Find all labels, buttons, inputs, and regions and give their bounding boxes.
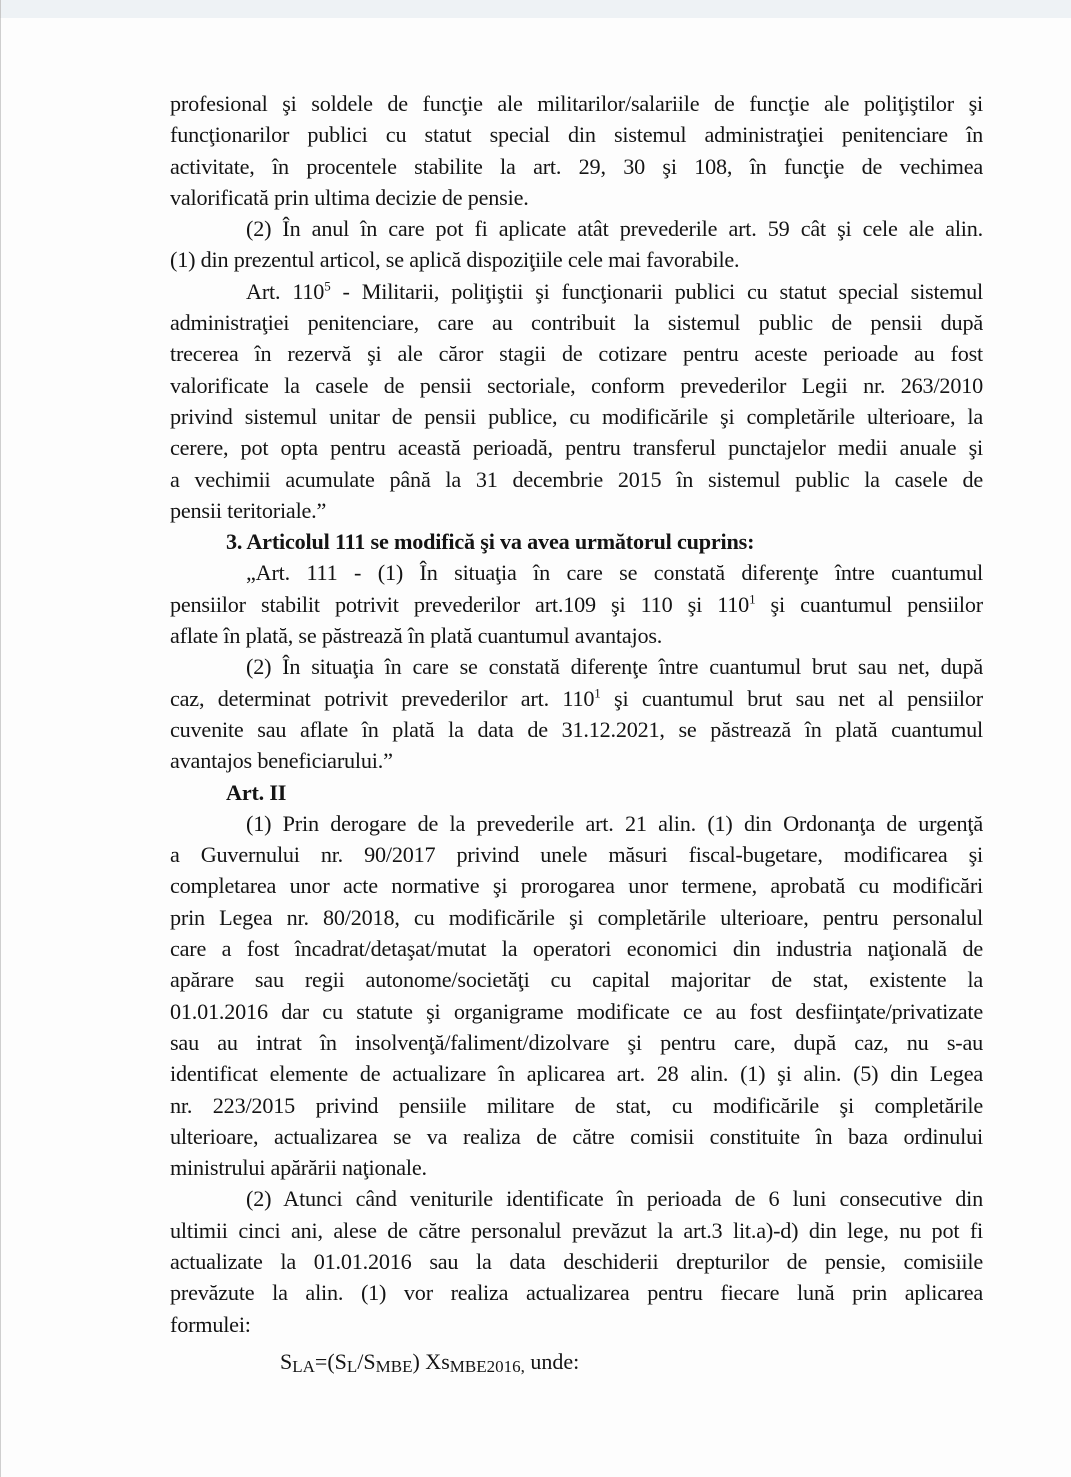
text-line: prevăzute la alin. (1) vor realiza actualizarea pentru fiecare lună prin aplicarea [170,1280,983,1306]
text-line [170,589,983,620]
text-line: administraţiei penitenciare, care au contribuit la sistemul public de pensii după [170,310,983,336]
text-segment: pensiilor stabilit potrivit prevederilor art.109 şi 110 şi 110 [170,591,750,617]
text-line: formulei: [170,1311,251,1337]
formula-symbol: ) Xs [412,1348,450,1374]
article-ii-heading: Art. II [226,779,287,805]
text-line: funcţionarilor publici cu statut special din sistemul administraţiei penitenciare în [170,122,983,148]
text-line: completarea unor acte normative şi prorogarea unor termene, aprobată cu modificări [170,873,983,899]
paragraph-start-line: (2) În situaţia în care se constată diferenţe între cuantumul brut sau net, după [246,654,983,680]
text-line: apărare sau regii autonome/societăţi cu capital majoritar de stat, existente la [170,967,983,993]
text-line: ultimii cinci ani, alese de către personalul prevăzut la art.3 lit.a)-d) din lege, nu pot fi [170,1217,983,1243]
text-line: activitate, în procentele stabilite la art. 29, 30 şi 108, în funcţie de vechimea [170,153,983,179]
formula-subscript: L [346,1356,358,1376]
text-line: profesional şi soldele de funcţie ale militarilor/salariile de funcţie ale poliţiştilor şi [170,91,983,116]
text-line: avantajos beneficiarului.” [170,748,393,774]
text-line: care a fost încadrat/detaşat/mutat la operatori economici din industria naţională de [170,936,983,962]
text-line: actualizate la 01.01.2016 sau la data deschiderii drepturilor de pensie, comisiile [170,1248,983,1274]
text-line: cerere, pot opta pentru această perioadă, pentru transferul punctajelor medii anuale şi [170,435,983,461]
text-line: pensii teritoriale.” [170,497,327,523]
formula-subscript: MBE [375,1356,413,1376]
paragraph-start-line: (1) Prin derogare de la prevederile art. 21 alin. (1) din Ordonanţa de urgenţă [246,810,983,836]
text-line: valorificate la casele de pensii sectoriale, conform prevederilor Legii nr. 263/2010 [170,372,983,398]
text-line: cuvenite sau aflate în plată la data de 31.12.2021, se păstrează în plată cuantumul [170,716,983,742]
document-page [170,88,983,1377]
text-line: (1) din prezentul articol, se aplică dispoziţiile cele mai favorabile. [170,247,740,273]
text-line: a Guvernului nr. 90/2017 privind unele măsuri fiscal-bugetare, modificarea şi [170,842,983,868]
superscript: 5 [324,278,331,294]
text-line: valorificată prin ultima decizie de pensie. [170,184,529,210]
article-110-5-start [170,276,983,307]
page-left-edge [0,18,1,1477]
formula-symbol: S [280,1348,293,1374]
text-line: 01.01.2016 dar cu statute şi organigrame modificate ce au fost desfiinţate/privatizate [170,998,983,1024]
formula-subscript: LA [292,1356,315,1376]
text-line: prin Legea nr. 80/2018, cu modificările şi completările ulterioare, pentru personalul [170,904,983,930]
formula-tail: unde: [524,1348,580,1374]
text-line: nr. 223/2015 privind pensiile militare de stat, cu modificările şi completările [170,1092,983,1118]
article-111-start: „Art. 111 - (1) În situaţia în care se constată diferenţe între cuantumul [246,560,983,586]
section-heading-3: 3. Articolul 111 se modifică şi va avea următorul cuprins: [226,529,755,555]
text-line: sau au intrat în insolvenţă/faliment/dizolvare şi pentru care, după caz, nu s-au [170,1029,983,1055]
text-line [170,683,983,714]
text-segment: caz, determinat potrivit prevederilor art. 110 [170,685,595,711]
superscript: 1 [749,591,756,607]
formula-subscript: MBE2016, [449,1356,525,1376]
text-line: aflate în plată, se păstrează în plată cuantumul avantajos. [170,623,663,649]
text-line: identificat elemente de actualizare în aplicarea art. 28 alin. (1) şi alin. (5) din Legea [170,1061,983,1087]
formula-symbol: =(S [314,1348,347,1374]
viewer-top-bar [0,0,1071,18]
formula [170,1346,983,1377]
paragraph-start-line: (2) În anul în care pot fi aplicate atât prevederile art. 59 cât şi cele ale alin. [246,216,983,242]
paragraph-start-line: (2) Atunci când veniturile identificate în perioada de 6 luni consecutive din [246,1186,983,1212]
article-text: - Militarii, poliţiştii şi funcţionarii publici cu statut special sistemul [330,278,983,304]
formula-symbol: /S [357,1348,376,1374]
text-line: trecerea în rezervă şi ale căror stagii de cotizare pentru aceste perioade au fost [170,341,983,367]
text-line: a vechimii acumulate până la 31 decembrie 2015 în sistemul public la casele de [170,466,983,492]
text-line: privind sistemul unitar de pensii publice, cu modificările şi completările ulterioare, la [170,403,983,429]
superscript: 1 [594,685,601,701]
text-segment: şi cuantumul pensiilor [755,591,983,617]
article-ref: Art. 110 [246,278,325,304]
text-segment: şi cuantumul brut sau net al pensiilor [600,685,983,711]
text-line: ulterioare, actualizarea se va realiza de către comisii constituite în baza ordinului [170,1123,983,1149]
text-line: ministrului apărării naţionale. [170,1155,427,1181]
